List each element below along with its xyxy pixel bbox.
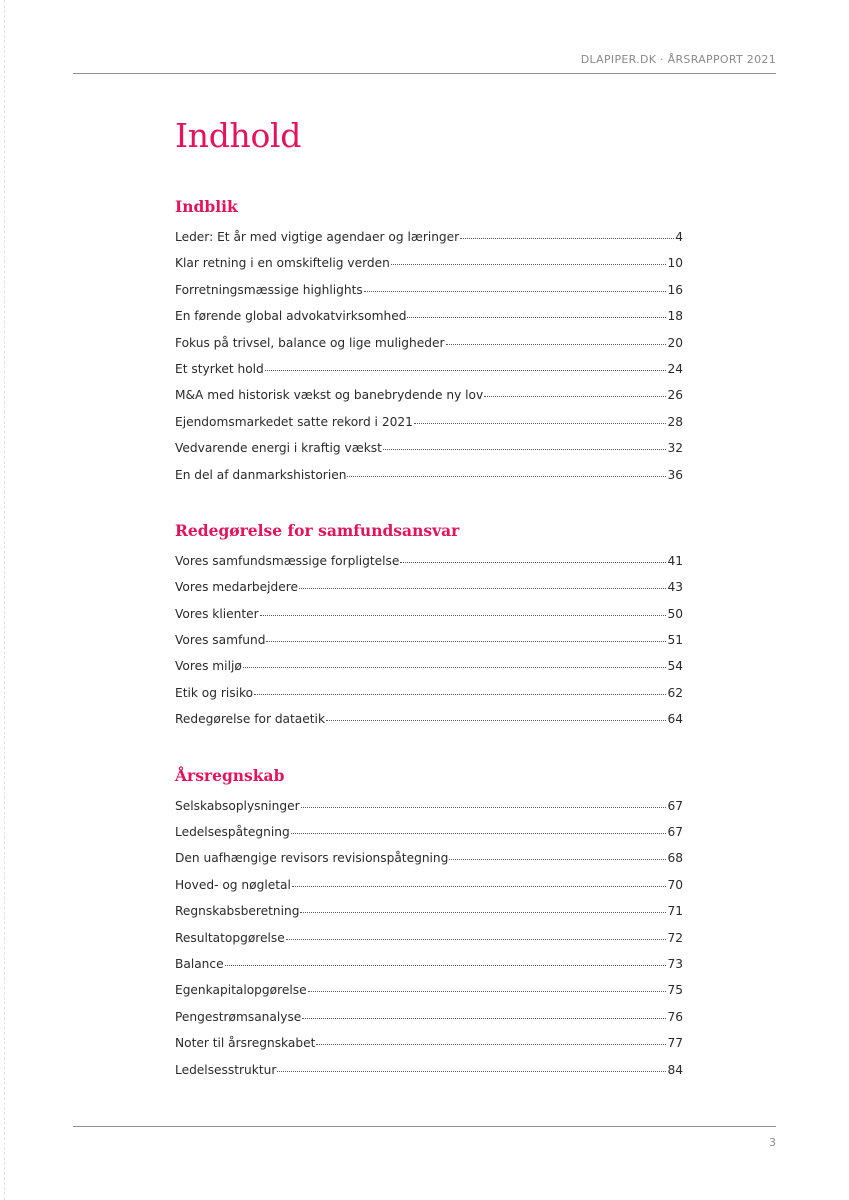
toc-entry-label: Et styrket hold bbox=[175, 361, 264, 376]
dot-leader bbox=[347, 476, 666, 477]
dot-leader bbox=[243, 667, 667, 668]
toc-entry-label: Vores medarbejdere bbox=[175, 580, 298, 595]
dot-leader bbox=[407, 317, 666, 318]
header-rule bbox=[73, 73, 776, 74]
toc-entry-page-number: 64 bbox=[667, 712, 683, 727]
running-header: DLAPIPER.DK · ÅRSRAPPORT 2021 bbox=[580, 53, 776, 66]
toc-entry-page-number: 43 bbox=[667, 580, 683, 595]
toc-entry-label: Vedvarende energi i kraftig vækst bbox=[175, 441, 382, 456]
toc-entry[interactable] bbox=[175, 904, 683, 930]
toc-entry-page-number: 20 bbox=[667, 335, 683, 350]
dot-leader bbox=[460, 238, 674, 239]
toc-entry[interactable] bbox=[175, 256, 683, 282]
toc-entry-page-number: 77 bbox=[667, 1036, 683, 1051]
toc-entry-page-number: 73 bbox=[667, 956, 683, 971]
dot-leader bbox=[286, 939, 667, 940]
footer-rule bbox=[73, 1126, 776, 1127]
dot-leader bbox=[292, 886, 667, 887]
toc-entry-page-number: 71 bbox=[667, 904, 683, 919]
toc-entry[interactable] bbox=[175, 309, 683, 335]
toc-entry-page-number: 84 bbox=[667, 1062, 683, 1077]
toc-entry-page-number: 67 bbox=[667, 825, 683, 840]
toc-entry[interactable] bbox=[175, 580, 683, 606]
toc-entry-label: Vores samfundsmæssige forpligtelse bbox=[175, 553, 400, 568]
dot-leader bbox=[260, 615, 667, 616]
dot-leader bbox=[383, 449, 667, 450]
dot-leader bbox=[254, 694, 666, 695]
toc-entry[interactable] bbox=[175, 441, 683, 467]
toc-entry[interactable] bbox=[175, 468, 683, 494]
toc-section bbox=[175, 196, 683, 494]
dot-leader bbox=[326, 720, 666, 721]
dot-leader bbox=[484, 396, 666, 397]
toc-entry[interactable] bbox=[175, 633, 683, 659]
toc-entry-label: Balance bbox=[175, 956, 224, 971]
dot-leader bbox=[316, 1044, 666, 1045]
toc-entry-page-number: 28 bbox=[667, 414, 683, 429]
toc-entry-page-number: 70 bbox=[667, 877, 683, 892]
dot-leader bbox=[449, 859, 666, 860]
section-heading: Indblik bbox=[175, 197, 238, 216]
toc-entry-label: Hoved- og nøgletal bbox=[175, 877, 291, 892]
toc-entry[interactable] bbox=[175, 1036, 683, 1062]
toc-entry-label: Fokus på trivsel, balance og lige muligheder bbox=[175, 335, 445, 350]
toc-entry-label: Vores miljø bbox=[175, 659, 242, 674]
toc-entry-page-number: 75 bbox=[667, 983, 683, 998]
toc-entry[interactable] bbox=[175, 1010, 683, 1036]
toc-entry[interactable] bbox=[175, 283, 683, 309]
toc-entry-label: Noter til årsregnskabet bbox=[175, 1036, 316, 1051]
page-edge bbox=[0, 0, 5, 1200]
toc-entry-label: Egenkapitalopgørelse bbox=[175, 983, 307, 998]
toc-entry-page-number: 54 bbox=[667, 659, 683, 674]
toc-entry-label: Den uafhængige revisors revisionspåtegning bbox=[175, 851, 449, 866]
dot-leader bbox=[364, 291, 667, 292]
toc-entry-label: Pengestrømsanalyse bbox=[175, 1009, 302, 1024]
toc-entry-page-number: 10 bbox=[667, 256, 683, 271]
toc-entry-page-number: 36 bbox=[667, 467, 683, 482]
toc-entry-label: Redegørelse for dataetik bbox=[175, 712, 325, 727]
dot-leader bbox=[225, 965, 667, 966]
toc-entry-label: En førende global advokatvirksomhed bbox=[175, 309, 407, 324]
toc-entry-label: Leder: Et år med vigtige agendaer og læringer bbox=[175, 230, 460, 244]
toc-entry-label: M&A med historisk vækst og banebrydende ny lov bbox=[175, 388, 484, 403]
dot-leader bbox=[414, 423, 667, 424]
toc-entry[interactable] bbox=[175, 799, 683, 825]
toc-entry[interactable] bbox=[175, 388, 683, 414]
dot-leader bbox=[302, 1018, 666, 1019]
toc-entry[interactable] bbox=[175, 415, 683, 441]
toc-entry-page-number: 51 bbox=[667, 633, 683, 648]
toc-entry-page-number: 24 bbox=[667, 361, 683, 376]
toc-entry-page-number: 67 bbox=[667, 798, 683, 813]
toc-entry-page-number: 50 bbox=[667, 606, 683, 621]
page-number: 3 bbox=[769, 1136, 776, 1149]
dot-leader bbox=[300, 912, 666, 913]
toc-entry-label: Etik og risiko bbox=[175, 685, 254, 700]
toc-entry[interactable] bbox=[175, 1063, 683, 1089]
toc-entry[interactable] bbox=[175, 983, 683, 1009]
toc-entry-label: Ledelsespåtegning bbox=[175, 825, 290, 840]
toc-entry-page-number: 26 bbox=[667, 388, 683, 403]
toc-entry-page-number: 76 bbox=[667, 1009, 683, 1024]
toc-entry-label: Klar retning i en omskiftelig verden bbox=[175, 256, 390, 271]
toc-entry-label: Forretningsmæssige highlights bbox=[175, 282, 363, 297]
toc-entry-label: Vores samfund bbox=[175, 633, 266, 648]
toc-entry-page-number: 41 bbox=[667, 553, 683, 568]
toc-entry-label: Resultatopgørelse bbox=[175, 930, 285, 945]
toc-entry[interactable] bbox=[175, 362, 683, 388]
toc-entry-page-number: 16 bbox=[667, 282, 683, 297]
toc-entry[interactable] bbox=[175, 607, 683, 633]
toc-entry[interactable] bbox=[175, 957, 683, 983]
toc-entry-page-number: 68 bbox=[667, 851, 683, 866]
toc-section bbox=[175, 765, 683, 1089]
dot-leader bbox=[265, 370, 667, 371]
toc-entry-label: Ledelsesstruktur bbox=[175, 1062, 277, 1077]
dot-leader bbox=[277, 1071, 666, 1072]
toc-entry[interactable] bbox=[175, 336, 683, 362]
toc-entry[interactable] bbox=[175, 878, 683, 904]
toc-entry-page-number: 32 bbox=[667, 441, 683, 456]
dot-leader bbox=[266, 641, 666, 642]
section-heading: Årsregnskab bbox=[175, 765, 285, 785]
dot-leader bbox=[299, 588, 666, 589]
dot-leader bbox=[400, 562, 666, 563]
dot-leader bbox=[291, 833, 667, 834]
toc-entry-page-number: 62 bbox=[667, 685, 683, 700]
toc-entry-page-number: 18 bbox=[667, 309, 683, 324]
toc-entry-label: Selskabsoplysninger bbox=[175, 798, 300, 813]
toc-entry[interactable] bbox=[175, 659, 683, 685]
toc-entry[interactable] bbox=[175, 712, 683, 738]
toc-entry-label: Regnskabsberetning bbox=[175, 904, 300, 919]
toc-entry[interactable] bbox=[175, 554, 683, 580]
toc-entry-page-number: 72 bbox=[667, 930, 683, 945]
toc-entry[interactable] bbox=[175, 825, 683, 851]
dot-leader bbox=[446, 344, 667, 345]
toc-entry-label: Vores klienter bbox=[175, 606, 259, 621]
dot-leader bbox=[308, 991, 667, 992]
toc-section bbox=[175, 520, 683, 739]
page-title: Indhold bbox=[175, 116, 302, 155]
toc-entry-label: Ejendomsmarkedet satte rekord i 2021 bbox=[175, 414, 413, 429]
toc-entry[interactable] bbox=[175, 931, 683, 957]
dot-leader bbox=[301, 807, 667, 808]
toc-entry[interactable] bbox=[175, 851, 683, 877]
section-heading: Redegørelse for samfundsansvar bbox=[175, 520, 460, 540]
dot-leader bbox=[391, 264, 667, 265]
toc-entry[interactable] bbox=[175, 686, 683, 712]
toc-entry-page-number: 4 bbox=[675, 230, 683, 244]
toc-entry[interactable] bbox=[175, 230, 683, 256]
toc-entry-label: En del af danmarkshistorien bbox=[175, 467, 347, 482]
table-of-contents bbox=[175, 196, 683, 1115]
